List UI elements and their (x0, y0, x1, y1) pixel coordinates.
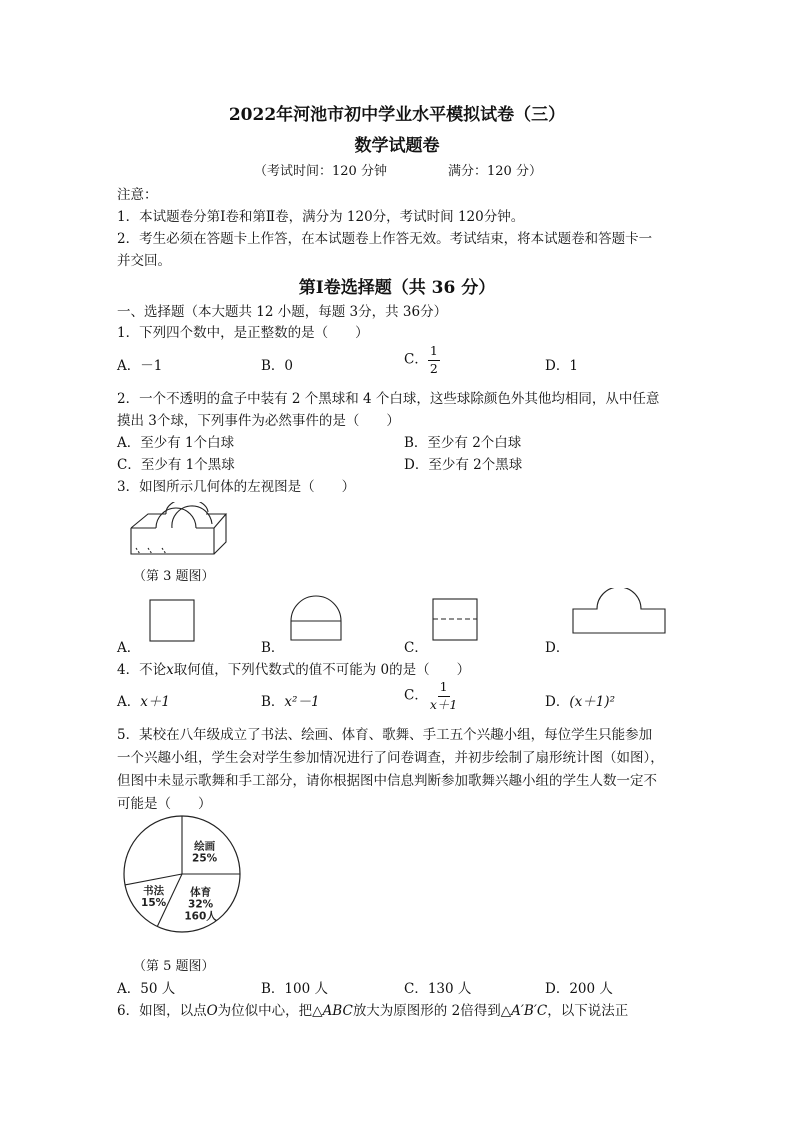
notes-label: 注意： (117, 187, 158, 203)
q1-option-c-label: C． (404, 351, 428, 368)
full-marks: 满分：120 分） (448, 164, 542, 179)
fraction-denominator: x＋1 (429, 696, 458, 712)
q4-option-a (117, 690, 170, 710)
q4-option-a-expr: x＋1 (140, 694, 170, 710)
q3-option-d-figure (571, 588, 669, 636)
q3-option-a: A． (117, 640, 141, 656)
q1-option-b: B．0 (261, 358, 294, 374)
q3-option-b-figure (288, 593, 344, 643)
notes-item-1: 1．本试题卷分第Ⅰ卷和第Ⅱ卷，满分为 120分，考试时间 120分钟。 (117, 209, 525, 225)
q3-option-c: C． (404, 640, 428, 656)
q4-option-c-fraction (428, 681, 460, 711)
pie-slice-label: 绘画 25% (192, 840, 218, 865)
q3-stem: 3．如图所示几何体的左视图是（ ） (117, 479, 356, 495)
q5-stem-line2: 一个兴趣小组，学生会对学生参加情况进行了问卷调查，并初步绘制了扇形统计图（如图）， (117, 750, 664, 766)
q4-option-d (545, 690, 615, 710)
q1-option-c-fraction (428, 345, 440, 375)
q5-caption: （第 5 题图） (133, 959, 215, 974)
q5-option-d: D．200 人 (545, 981, 613, 997)
q4-stem-suffix: 取何值，下列代数式的值不可能为 0的是（ ） (173, 662, 471, 678)
q2-option-c: C．至少有 1个黑球 (117, 457, 235, 473)
pie-slice-boundary (125, 874, 182, 885)
q5-option-c: C．130 人 (404, 981, 472, 997)
q1-option-c (404, 345, 440, 375)
q6-stem-prefix: 6．如图，以点 (117, 1003, 207, 1019)
q4-option-b-label: B． (261, 694, 285, 710)
q1-stem: 1．下列四个数中，是正整数的是（ ） (117, 325, 369, 341)
exam-time: （考试时间：120 分钟 (254, 164, 387, 179)
q4-option-a-label: A． (117, 694, 141, 710)
q3-caption: （第 3 题图） (133, 569, 215, 584)
q5-stem-line1: 5．某校在八年级成立了书法、绘画、体育、歌舞、手工五个兴趣小组，每位学生只能参加 (117, 727, 653, 743)
q3-option-b: B． (261, 640, 285, 656)
q4-option-c-label: C． (404, 687, 428, 704)
q4-option-d-expr: (x＋1)² (569, 694, 615, 710)
notes-item-2-line2: 并交回。 (117, 253, 171, 269)
q6-stem (117, 999, 628, 1019)
q5-stem-line4: 可能是（ ） (117, 796, 212, 812)
q2-stem-line1: 2．一个不透明的盒子中装有 2 个黑球和 4 个白球，这些球除颜色外其他均相同，从中任意 (117, 391, 660, 407)
q1-option-a: A．－1 (117, 358, 163, 374)
section-heading: 第Ⅰ卷选择题（共 36 分） (298, 278, 496, 298)
q2-stem-line2: 摸出 3个球，下列事件为必然事件的是（ ） (117, 413, 400, 429)
fraction-numerator: 1 (428, 345, 440, 361)
q4-stem-prefix: 4．不论 (117, 662, 167, 678)
q5-stem-line3: 但图中未显示歌舞和手工部分，请你根据图中信息判断参加歌舞兴趣小组的学生人数一定不 (117, 773, 657, 789)
section-instructions: 一、选择题（本大题共 12 小题，每题 3分，共 36分） (117, 304, 448, 320)
q5-option-b: B．100 人 (261, 981, 328, 997)
q2-option-d: D．至少有 2个黑球 (404, 457, 523, 473)
fraction-denominator: 2 (429, 360, 438, 376)
q6-triangle-abc: ABC (322, 1003, 353, 1019)
q4-stem-var: x (166, 662, 174, 678)
q4-option-b-expr: x²－1 (284, 694, 320, 710)
q6-stem-mid1: 为位似中心，把△ (217, 1003, 323, 1019)
fraction-numerator: 1 (438, 681, 450, 697)
q5-pie-chart (120, 812, 244, 936)
q6-triangle-abc-prime: A′B′C (511, 1003, 548, 1019)
q4-option-c (404, 681, 459, 711)
q3-option-c-figure (431, 597, 481, 643)
q4-stem (117, 658, 470, 678)
q1-option-d: D．1 (545, 358, 578, 374)
q3-option-a-figure (148, 598, 198, 644)
q5-option-a: A．50 人 (117, 981, 176, 997)
q4-option-b (261, 690, 320, 710)
q6-point-o: O (206, 1003, 218, 1019)
q2-option-a: A．至少有 1个白球 (117, 435, 235, 451)
q3-option-d: D． (545, 640, 570, 656)
q6-stem-suffix: ，以下说法正 (547, 1003, 629, 1019)
q2-option-b: B．至少有 2个白球 (404, 435, 522, 451)
exam-title: 2022年河池市初中学业水平模拟试卷（三） (228, 105, 566, 125)
pie-slice-label: 体育 32% 160人 (184, 886, 217, 923)
notes-item-2-line1: 2．考生必须在答题卡上作答，在本试题卷上作答无效。考试结束，将本试题卷和答题卡一 (117, 231, 653, 247)
q4-option-d-label: D． (545, 694, 570, 710)
q6-stem-mid2: 放大为原图形的 2倍得到△ (352, 1003, 512, 1019)
pie-slice-label: 书法 15% (141, 885, 167, 909)
q3-solid-figure (126, 502, 236, 560)
exam-subtitle: 数学试题卷 (354, 136, 440, 156)
